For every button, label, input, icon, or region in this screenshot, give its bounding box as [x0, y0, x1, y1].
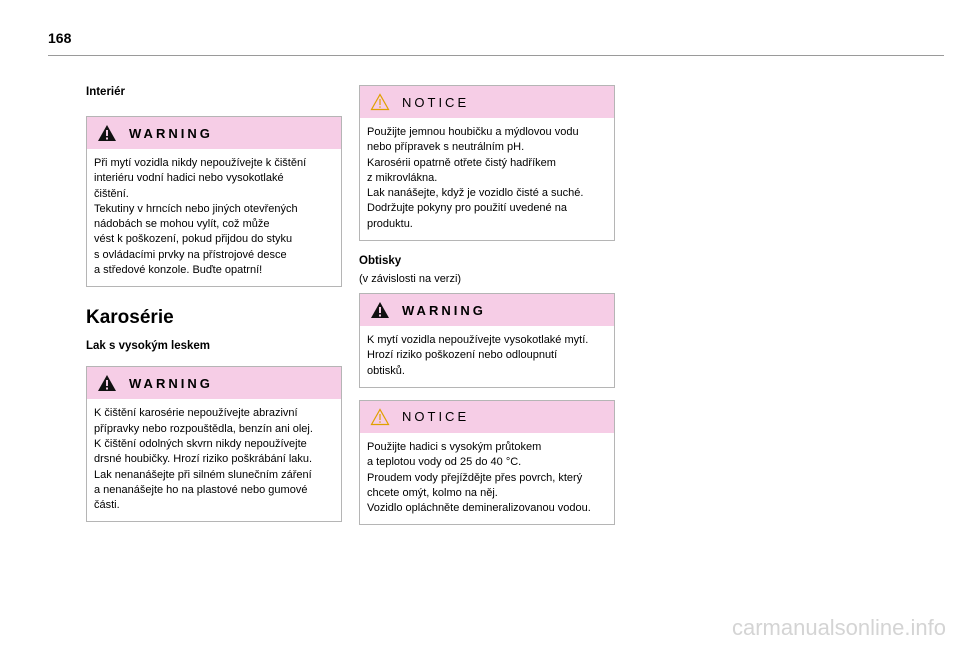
warning-title: WARNING — [402, 302, 486, 318]
text-line: Použijte jemnou houbičku a mýdlovou vodu — [367, 126, 579, 138]
body-heading: Karosérie — [86, 307, 174, 329]
text-line: a teplotou vody od 25 do 40 °C. — [367, 456, 522, 469]
notice-header — [360, 401, 614, 433]
warning-box-paint — [86, 366, 342, 522]
text-line: vést k poškození, pokud přijdou do styku — [94, 233, 293, 246]
text-line: Hrozí riziko poškození nebo odloupnutí — [367, 349, 558, 362]
text-line: produktu. — [367, 217, 413, 230]
notice-triangle-icon — [370, 408, 390, 426]
text-line: Karosérii opatrně otřete čistý hadříkem — [367, 156, 556, 169]
text-line: přípravky nebo rozpouštědla, benzín ani olej. — [94, 422, 313, 435]
text-line: Tekutiny v hrncích nebo jiných otevřených — [94, 202, 298, 215]
notice-title: NOTICE — [402, 409, 470, 425]
text-line: Proudem vody přejíždějte přes povrch, který — [367, 471, 583, 484]
text-line: Dodržujte pokyny pro použití uvedené na — [367, 202, 567, 215]
text-line: a nenanášejte ho na plastové nebo gumové — [94, 483, 308, 496]
warning-header — [87, 117, 341, 149]
text-line: a středové konzole. Buďte opatrní! — [94, 264, 263, 277]
decals-heading: Obtisky — [359, 255, 402, 268]
notice-text — [360, 118, 614, 240]
text-line: Při mytí vozidla nikdy nepoužívejte k čištění — [94, 157, 307, 169]
left-column — [86, 86, 342, 522]
warning-triangle-icon — [370, 301, 390, 319]
warning-triangle-icon — [97, 374, 117, 392]
text-line: čištění. — [94, 187, 129, 200]
text-line: K mytí vozidla nepoužívejte vysokotlaké mytí. — [367, 334, 589, 347]
notice-header — [360, 86, 614, 118]
notice-title: NOTICE — [402, 94, 470, 110]
notice-box-rinse — [359, 400, 615, 525]
warning-header — [87, 367, 341, 399]
warning-box-interior — [86, 116, 342, 287]
warning-triangle-icon — [97, 124, 117, 142]
warning-title: WARNING — [129, 375, 213, 391]
text-line: interiéru vodní hadici nebo vysokotlaké — [94, 172, 284, 185]
notice-triangle-icon — [370, 93, 390, 111]
header-divider — [48, 55, 944, 56]
text-line: Vozidlo opláchněte demineralizovanou vodou. — [367, 502, 591, 515]
warning-text — [87, 399, 341, 521]
text-line: chcete omýt, kolmo na něj. — [367, 486, 498, 499]
warning-text — [87, 149, 341, 286]
text-line: Lak nanášejte, když je vozidlo čisté a suché. — [367, 187, 584, 200]
notice-box-cleaning — [359, 85, 615, 241]
decals-subtext: (v závislosti na verzi) — [359, 273, 462, 286]
text-line: Lak nenanášejte při silném slunečním záření — [94, 468, 312, 481]
warning-box-decals — [359, 293, 615, 388]
text-line: nebo přípravek s neutrálním pH. — [367, 141, 525, 154]
warning-header — [360, 294, 614, 326]
gloss-paint-heading: Lak s vysokým leskem — [86, 340, 211, 353]
text-line: K čištění karosérie nepoužívejte abrazivní — [94, 407, 298, 420]
warning-text — [360, 326, 614, 387]
text-line: s ovládacími prvky na přístrojové desce — [94, 248, 287, 261]
text-line: drsné houbičky. Hrozí riziko poškrábání laku. — [94, 453, 313, 466]
text-line: Použijte hadici s vysokým průtokem — [367, 440, 542, 453]
interior-heading: Interiér — [86, 86, 125, 98]
page-number: 168 — [48, 30, 72, 46]
right-column — [359, 85, 615, 525]
text-line: z mikrovlákna. — [367, 171, 438, 184]
text-line: části. — [94, 499, 120, 512]
text-line: K čištění odolných skvrn nikdy nepoužívejte — [94, 437, 307, 450]
notice-text — [360, 433, 614, 524]
watermark-text: carmanualsonline.info — [731, 615, 946, 640]
warning-title: WARNING — [129, 125, 213, 141]
text-line: obtisků. — [367, 364, 405, 377]
text-line: nádobách se mohou vylít, což může — [94, 218, 270, 231]
